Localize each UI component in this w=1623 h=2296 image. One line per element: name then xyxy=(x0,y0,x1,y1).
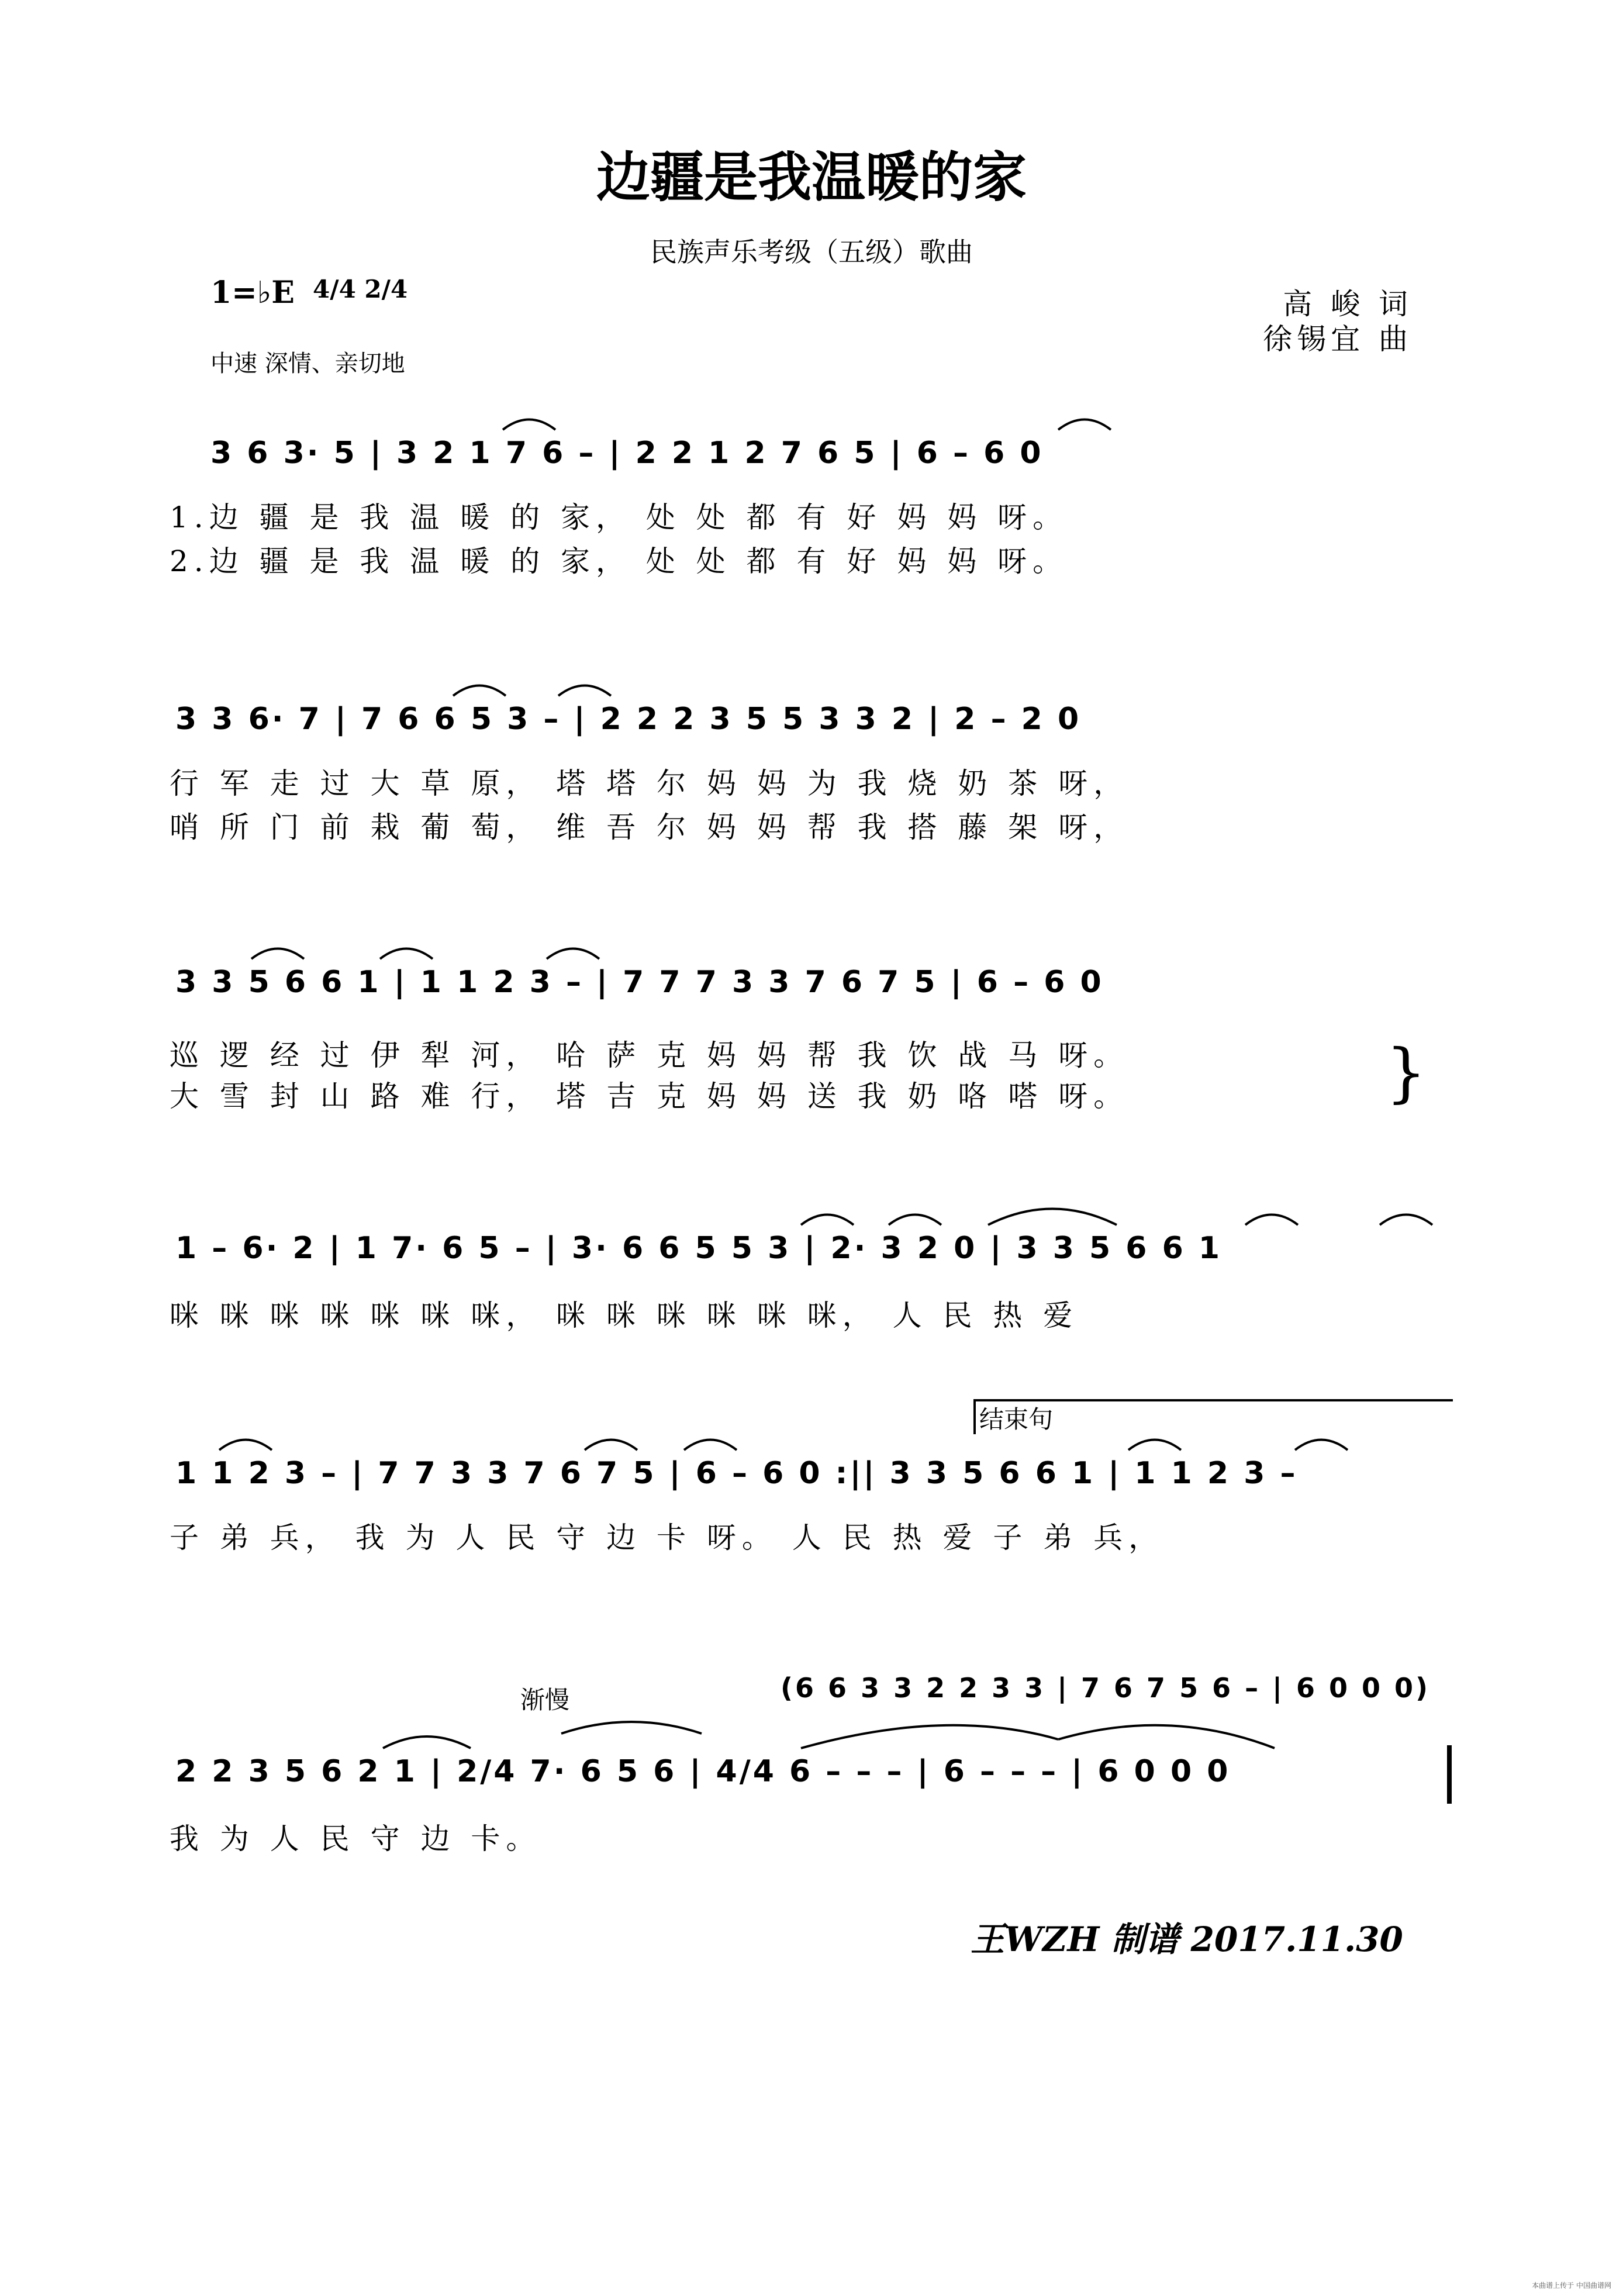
slur-mark xyxy=(547,949,599,959)
time-signature: 4/4 2/4 xyxy=(313,275,408,303)
score-line-2-lyrics-verse-2: 哨 所 门 前 栽 葡 萄， 维 吾 尔 妈 妈 帮 我 搭 藤 架 呀， xyxy=(170,810,1129,844)
footer-note: 本曲谱上传于 中国曲谱网 xyxy=(1532,2281,1611,2290)
slur-mark xyxy=(1380,1215,1432,1225)
slur-mark xyxy=(558,686,611,696)
slur-mark xyxy=(453,686,506,696)
score-line-1-notes: 3 6 3· 5 | 3 2 1 7 6 – | 2 2 1 2 7 6 5 | 6 – 6 0 xyxy=(210,436,1044,471)
score-line-1-lyrics-verse-1: 1.边 疆 是 我 温 暖 的 家， 处 处 都 有 好 妈 妈 呀。 xyxy=(170,500,1068,534)
slur-mark xyxy=(988,1209,1117,1225)
slur-mark xyxy=(801,1215,854,1225)
verse-brace: } xyxy=(1386,1035,1427,1110)
slur-mark xyxy=(585,1440,637,1451)
page-title: 边疆是我温暖的家 xyxy=(596,146,1027,209)
score-line-6-lyrics: 我 为 人 民 守 边 卡。 xyxy=(170,1822,541,1856)
score-line-3-notes: 3 3 5 6 6 1 | 1 1 2 3 – | 7 7 7 3 3 7 6 7 5 | 6 – 6 0 xyxy=(175,965,1104,1000)
slur-mark xyxy=(1058,1725,1275,1748)
score-line-1-lyrics-verse-2: 2.边 疆 是 我 温 暖 的 家， 处 处 都 有 好 妈 妈 呀。 xyxy=(170,544,1068,578)
slur-mark xyxy=(1128,1440,1181,1451)
score-line-2-lyrics-verse-1: 行 军 走 过 大 草 原， 塔 塔 尔 妈 妈 为 我 烧 奶 茶 呀， xyxy=(170,767,1129,800)
ritardando-marking: 渐慢 xyxy=(520,1686,570,1714)
instrumental-intro: (6 6 3 3 2 2 3 3 | 7 6 7 5 6 – | 6 0 0 0) xyxy=(781,1672,1431,1704)
composer-credit: 徐锡宜 曲 xyxy=(1263,322,1413,356)
score-line-5-lyrics: 子 弟 兵， 我 为 人 民 守 边 卡 呀。 人 民 热 爱 子 弟 兵， xyxy=(170,1521,1164,1555)
lyricist-credit: 高 峻 词 xyxy=(1283,287,1413,321)
slur-mark xyxy=(801,1725,1058,1748)
slur-mark xyxy=(1058,420,1111,430)
transcriber-signature: 王WZH 制谱 2017.11.30 xyxy=(971,1919,1403,1959)
slur-mark xyxy=(1245,1215,1298,1225)
score-line-3-lyrics-verse-1: 巡 逻 经 过 伊 犁 河， 哈 萨 克 妈 妈 帮 我 饮 战 马 呀。 xyxy=(170,1038,1129,1072)
slur-mark xyxy=(380,949,433,959)
slur-mark xyxy=(251,949,304,959)
score-line-6-notes: 2 2 3 5 6 2 1 | 2/4 7· 6 5 6 | 4/4 6 – – – | 6 – – – | 6 0 0 0 xyxy=(175,1754,1231,1789)
slur-mark xyxy=(503,420,555,430)
score-line-5-notes: 1 1 2 3 – | 7 7 3 3 7 6 7 5 | 6 – 6 0 :|| 3 3 5 6 6 1 | 1 1 2 3 – xyxy=(175,1456,1298,1491)
slur-mark xyxy=(383,1736,471,1748)
score-line-4-lyrics: 咪 咪 咪 咪 咪 咪 咪， 咪 咪 咪 咪 咪 咪， 人 民 热 爱 xyxy=(170,1299,1079,1332)
slur-mark xyxy=(889,1215,941,1225)
slur-mark xyxy=(1295,1440,1348,1451)
ending-section-label: 结束句 xyxy=(979,1405,1054,1434)
score-line-2-notes: 3 3 6· 7 | 7 6 6 5 3 – | 2 2 2 3 5 5 3 3 2 | 2 – 2 0 xyxy=(175,702,1082,737)
score-line-3-lyrics-verse-2: 大 雪 封 山 路 难 行， 塔 吉 克 妈 妈 送 我 奶 咯 嗒 呀。 xyxy=(170,1079,1129,1113)
page-subtitle: 民族声乐考级（五级）歌曲 xyxy=(650,236,973,268)
slur-mark xyxy=(561,1722,702,1734)
tempo-marking: 中速 深情、亲切地 xyxy=(210,350,405,377)
score-line-4-notes: 1 – 6· 2 | 1 7· 6 5 – | 3· 6 6 5 5 3 | 2· 3 2 0 | 3 3 5 6 6 1 xyxy=(175,1231,1223,1266)
key-signature: 1=♭E xyxy=(210,275,295,310)
slur-mark xyxy=(219,1440,272,1451)
slur-mark xyxy=(684,1440,737,1451)
